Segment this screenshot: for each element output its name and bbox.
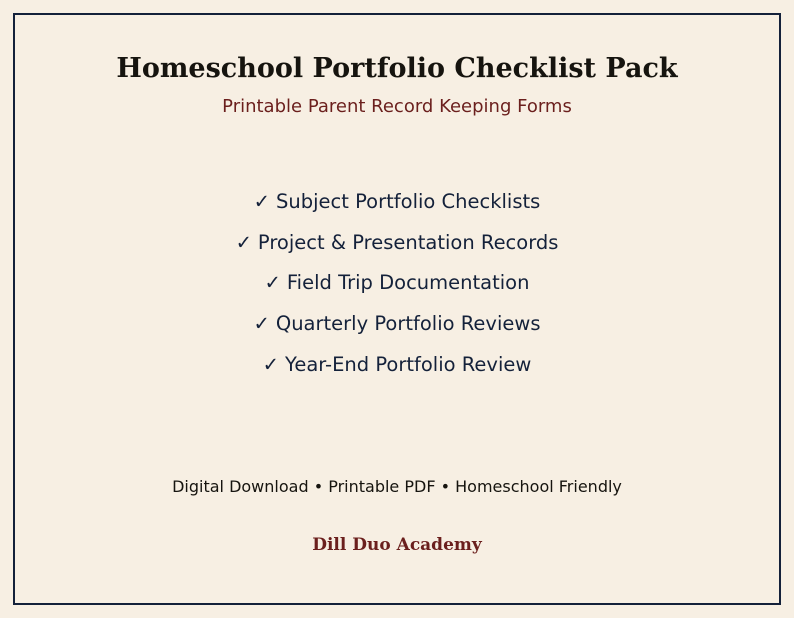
check-icon: ✓: [253, 190, 271, 213]
check-icon: ✓: [253, 312, 270, 336]
checklist-item: [0, 188, 794, 229]
check-icon: ✓: [235, 230, 252, 254]
checklist-item-label: Field Trip Documentation: [286, 271, 530, 295]
check-icon: ✓: [264, 271, 281, 295]
brand-name: Dill Duo Academy: [312, 535, 482, 555]
check-icon: ✓: [262, 352, 279, 376]
checklist-item: [0, 310, 794, 351]
checklist-item-label: Project & Presentation Records: [257, 230, 559, 254]
checklist-item: [0, 269, 794, 310]
document-subtitle: Printable Parent Record Keeping Forms: [222, 96, 572, 117]
checklist-item-label: Subject Portfolio Checklists: [276, 190, 541, 213]
checklist-item: [0, 351, 794, 392]
product-tagline: Digital Download • Printable PDF • Homeschool Friendly: [172, 477, 622, 496]
checklist-item: [0, 229, 794, 270]
checklist-item-label: Year-End Portfolio Review: [285, 352, 532, 376]
document-title: Homeschool Portfolio Checklist Pack: [116, 53, 678, 84]
checklist: [0, 188, 794, 391]
checklist-item-label: Quarterly Portfolio Reviews: [275, 312, 541, 336]
